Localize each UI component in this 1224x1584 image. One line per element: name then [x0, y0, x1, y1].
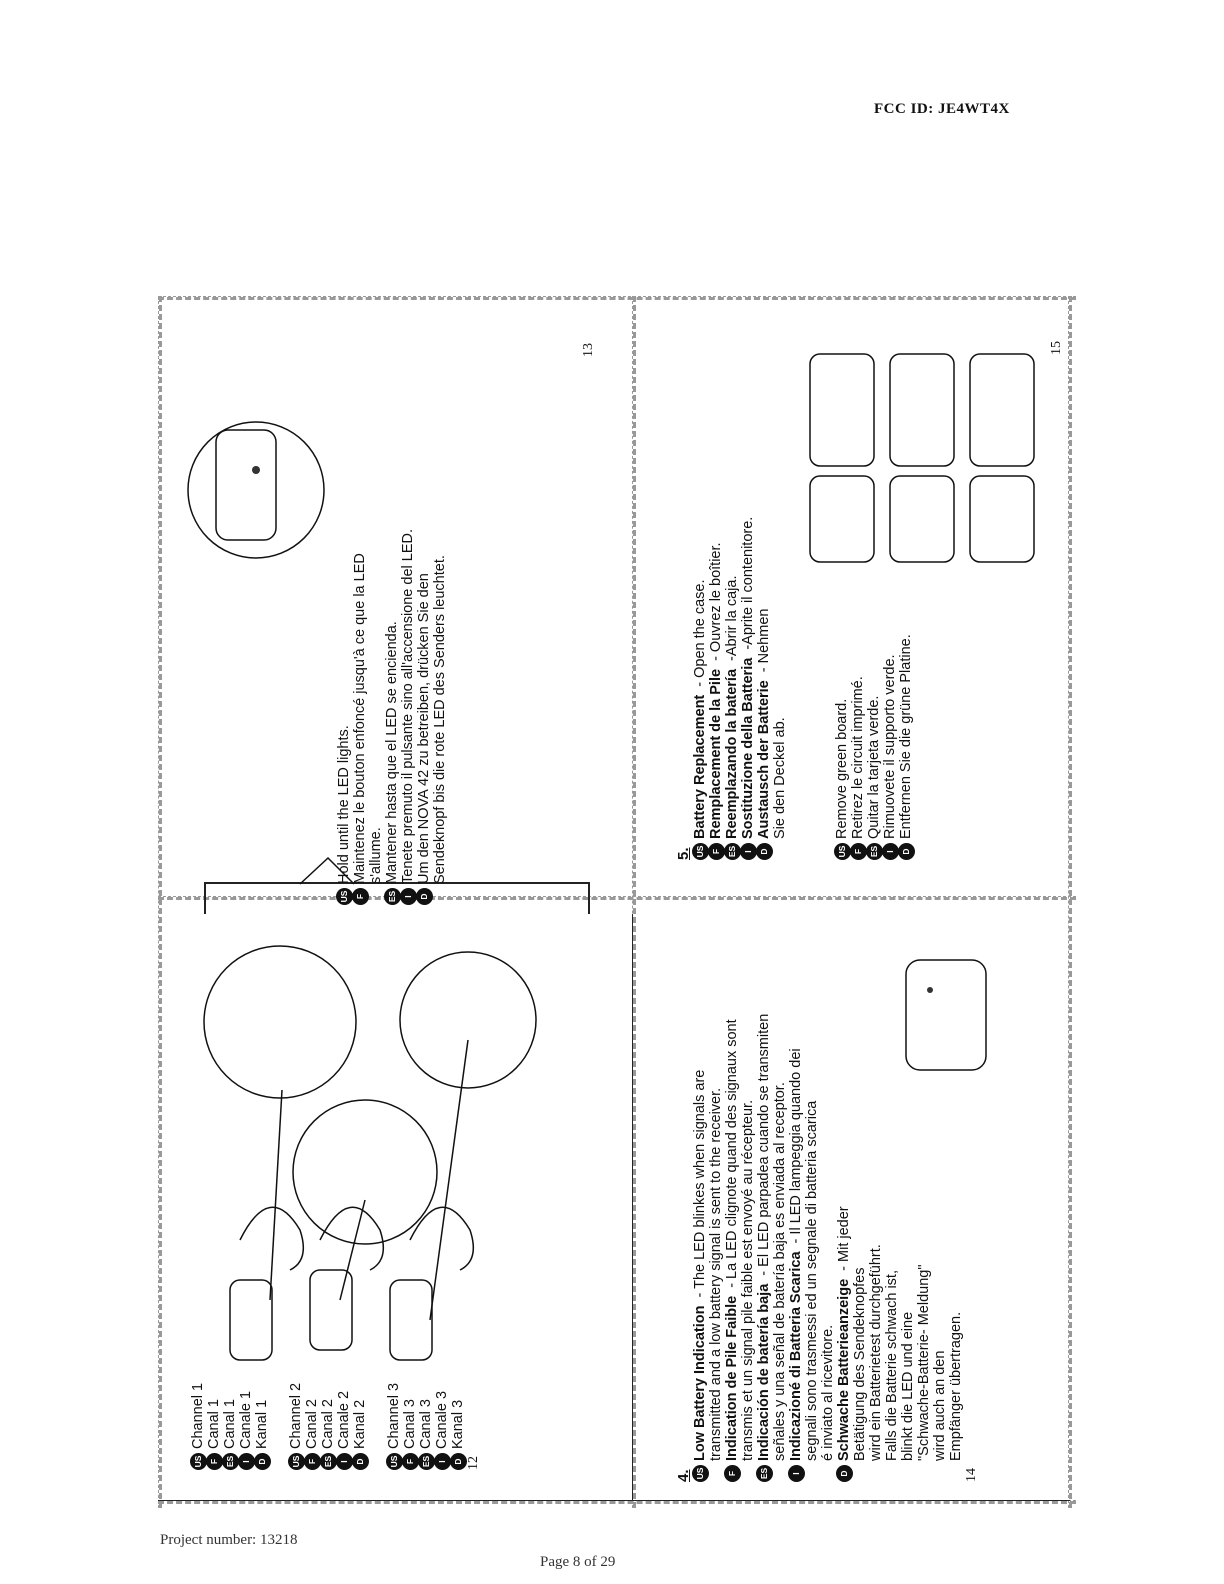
language-badge-icon: US — [190, 1453, 207, 1470]
text-line — [692, 517, 708, 860]
line-text: Remove green board. — [834, 698, 850, 839]
text-line — [820, 1014, 836, 1482]
text-line — [884, 1014, 900, 1482]
line-text: wird ein Batterietest durchgeführt. — [868, 1244, 884, 1461]
transmitter-illustration — [896, 950, 996, 1080]
step-5-label: 5. — [675, 847, 692, 860]
line-text: - Nehmen — [756, 608, 772, 677]
text-line — [692, 1014, 708, 1482]
step-4-label: 4. — [675, 1469, 692, 1482]
line-text: - The LED blinkes when signals are — [692, 1069, 708, 1302]
language-badge-icon: F — [352, 888, 369, 905]
page-number-13: 13 — [581, 343, 596, 357]
text-line — [948, 1014, 964, 1482]
line-text: - Open the case. — [692, 579, 708, 691]
language-badge-icon: D — [898, 843, 915, 860]
channel-illustrations — [200, 940, 540, 1530]
language-badge-icon: F — [708, 843, 725, 860]
text-line — [850, 517, 866, 860]
line-heading: Indication de Pile Faible — [724, 1295, 740, 1461]
language-badge-icon: F — [206, 1453, 223, 1470]
line-text: Retirez le circuit imprimé. — [850, 676, 866, 839]
line-text: - Il LED lampeggia quando dei — [788, 1048, 804, 1248]
page-number-14: 14 — [964, 1468, 979, 1482]
language-badge-icon: ES — [756, 1465, 773, 1482]
line-heading: Reemplazando la batería — [724, 668, 740, 839]
panel-15 — [676, 517, 914, 860]
line-text: Canal 2 — [320, 1399, 336, 1449]
text-line — [900, 1014, 916, 1482]
line-text: Um den NOVA 42 zu betreiben, drücken Sie den — [416, 573, 432, 884]
language-badge-icon: ES — [222, 1453, 239, 1470]
line-text: Canal 2 — [304, 1399, 320, 1449]
text-line — [836, 1014, 852, 1482]
channel1-zoom-circle — [204, 946, 356, 1098]
channel2-zoom-circle — [293, 1100, 437, 1244]
fold-line — [158, 896, 1076, 900]
text-line — [804, 1014, 820, 1482]
led-press-illustration — [186, 390, 326, 590]
line-text: transmis et un signal pile faible est envoyé au récepteur. — [740, 1099, 756, 1461]
text-line — [788, 1014, 804, 1482]
line-text: Kanal 2 — [352, 1399, 368, 1449]
cut-line-right — [1068, 296, 1072, 1508]
language-badge-icon: D — [352, 1453, 369, 1470]
led-dot — [252, 466, 260, 474]
line-text: Maintenez le bouton enfoncé jusqu'à ce que la LED — [352, 553, 368, 884]
text-line — [336, 529, 352, 905]
text-line — [724, 1014, 740, 1482]
line-text: é inviato al ricevitore. — [820, 1324, 836, 1461]
center-border — [632, 914, 633, 1500]
cut-line-left — [158, 296, 162, 1508]
line-text: Entfernen Sie die grüne Platine. — [898, 634, 914, 839]
panel-13 — [336, 529, 448, 905]
line-text: wird auch an den — [932, 1350, 948, 1461]
panel-14 — [676, 1014, 980, 1482]
page-indicator: Page 8 of 29 — [540, 1554, 616, 1570]
line-text: - La LED clignote quand des signaux sont — [724, 1019, 740, 1292]
language-badge-icon: F — [304, 1453, 321, 1470]
line-text: Tenete premuto il pulsante sino all'accensione del LED. — [400, 528, 416, 884]
text-line — [708, 517, 724, 860]
line-text: Empfänger übertragen. — [948, 1311, 964, 1461]
line-heading: Sostituzione della Batteria — [740, 657, 756, 839]
battery-replacement-illustrations — [806, 346, 1052, 568]
line-text: "Schwache-Batterie- Meldung" — [916, 1264, 932, 1461]
language-badge-icon: US — [336, 888, 353, 905]
line-text: Canal 3 — [418, 1399, 434, 1449]
fcc-id: FCC ID: JE4WT4X — [874, 101, 1010, 117]
language-badge-icon: I — [400, 888, 417, 905]
language-badge-icon: F — [402, 1453, 419, 1470]
line-text: Kanal 1 — [254, 1399, 270, 1449]
line-text: Falls die Batterie schwach ist, — [884, 1270, 900, 1461]
text-line — [916, 1014, 932, 1482]
language-badge-icon: D — [756, 843, 773, 860]
line-text: Channel 3 — [386, 1382, 402, 1449]
page-number-12: 12 — [466, 1456, 481, 1470]
text-line — [384, 529, 400, 905]
language-badge-icon: F — [850, 843, 867, 860]
line-text: - Ouvrez le boîtier. — [708, 542, 724, 665]
bracket-left — [204, 882, 206, 914]
text-line — [834, 517, 850, 860]
line-text: transmitted and a low battery signal is sent to the receiver. — [708, 1087, 724, 1461]
language-badge-icon: US — [288, 1453, 305, 1470]
line-text: Rimuovete il supporto verde. — [882, 654, 898, 839]
line-text: Kanal 3 — [450, 1399, 466, 1449]
line-text: Canale 3 — [434, 1390, 450, 1449]
line-text: Channel 1 — [190, 1382, 206, 1449]
text-line — [932, 1014, 948, 1482]
line-text: señales y una señal de batería baja es enviada al receptor. — [772, 1082, 788, 1461]
language-badge-icon: US — [386, 1453, 403, 1470]
line-text: -Aprite il contenitore. — [740, 516, 756, 654]
line-text: segnali sono trasmessi ed un segnale di batteria scarica — [804, 1100, 820, 1461]
cut-line-top — [158, 296, 1076, 300]
text-line — [772, 517, 788, 860]
text-line — [852, 1014, 868, 1482]
language-badge-icon: I — [434, 1453, 451, 1470]
language-badge-icon: ES — [866, 843, 883, 860]
line-text: Sie den Deckel ab. — [772, 717, 788, 839]
text-line — [772, 1014, 788, 1482]
text-line — [400, 529, 416, 905]
line-heading: Austausch der Batterie — [756, 680, 772, 839]
line-text: Channel 2 — [288, 1382, 304, 1449]
line-text: - El LED parpadea cuando se transmiten — [756, 1013, 772, 1280]
language-badge-icon: ES — [320, 1453, 337, 1470]
language-badge-icon: ES — [418, 1453, 435, 1470]
line-text: s'allume. — [368, 827, 384, 884]
text-line — [708, 1014, 724, 1482]
line-heading: Indicazioné di Batteria Scarica — [788, 1251, 804, 1461]
language-badge-icon: I — [238, 1453, 255, 1470]
line-text: blinkt die LED und eine — [900, 1311, 916, 1461]
line-heading: Battery Replacement — [692, 694, 708, 839]
line-text: Canale 2 — [336, 1390, 352, 1449]
language-badge-icon: I — [740, 843, 757, 860]
bracket-right — [588, 882, 590, 914]
language-badge-icon: ES — [724, 843, 741, 860]
line-heading: Remplacement de la Pile — [708, 668, 724, 839]
language-badge-icon: ES — [384, 888, 401, 905]
language-badge-icon: D — [450, 1453, 467, 1470]
text-line — [756, 517, 772, 860]
line-heading: Indicación de batería baja — [756, 1283, 772, 1461]
text-line — [368, 529, 384, 905]
line-text: Hold until the LED lights. — [336, 725, 352, 884]
line-text: -Abrir la caja. — [724, 575, 740, 665]
text-line — [416, 529, 432, 905]
text-line — [740, 1014, 756, 1482]
text-line — [352, 529, 368, 905]
text-line — [868, 1014, 884, 1482]
line-text: Quitar la tarjeta verde. — [866, 695, 882, 839]
project-number: Project number: 13218 — [160, 1532, 298, 1548]
line-text: Canal 3 — [402, 1399, 418, 1449]
channel3-zoom-circle — [400, 952, 536, 1088]
line-text: Canal 1 — [222, 1399, 238, 1449]
language-badge-icon: D — [416, 888, 433, 905]
page-number-15: 15 — [1049, 341, 1064, 355]
text-line — [898, 517, 914, 860]
language-badge-icon: I — [882, 843, 899, 860]
language-badge-icon: US — [692, 843, 709, 860]
text-line — [740, 517, 756, 860]
text-line — [724, 517, 740, 860]
text-line — [432, 529, 448, 905]
line-text: Canal 1 — [206, 1399, 222, 1449]
language-badge-icon: US — [692, 1465, 709, 1482]
language-badge-icon: I — [336, 1453, 353, 1470]
language-badge-icon: I — [788, 1465, 805, 1482]
line-text: Betätigung des Sendeknopfes — [852, 1267, 868, 1461]
language-badge-icon: F — [724, 1465, 741, 1482]
text-line — [866, 517, 882, 860]
text-line — [882, 517, 898, 860]
line-heading: Schwache Batterieanzeige — [836, 1278, 852, 1461]
text-line — [756, 1014, 772, 1482]
language-badge-icon: D — [254, 1453, 271, 1470]
language-badge-icon: D — [836, 1465, 853, 1482]
line-text: Canale 1 — [238, 1390, 254, 1449]
line-heading: Low Battery Indication — [692, 1305, 708, 1461]
language-badge-icon: US — [834, 843, 851, 860]
line-text: - Mit jeder — [836, 1206, 852, 1275]
line-text: Mantener hasta que el LED se encienda. — [384, 621, 400, 884]
line-text: Sendeknopf bis die rote LED des Senders leuchtet. — [432, 555, 448, 884]
